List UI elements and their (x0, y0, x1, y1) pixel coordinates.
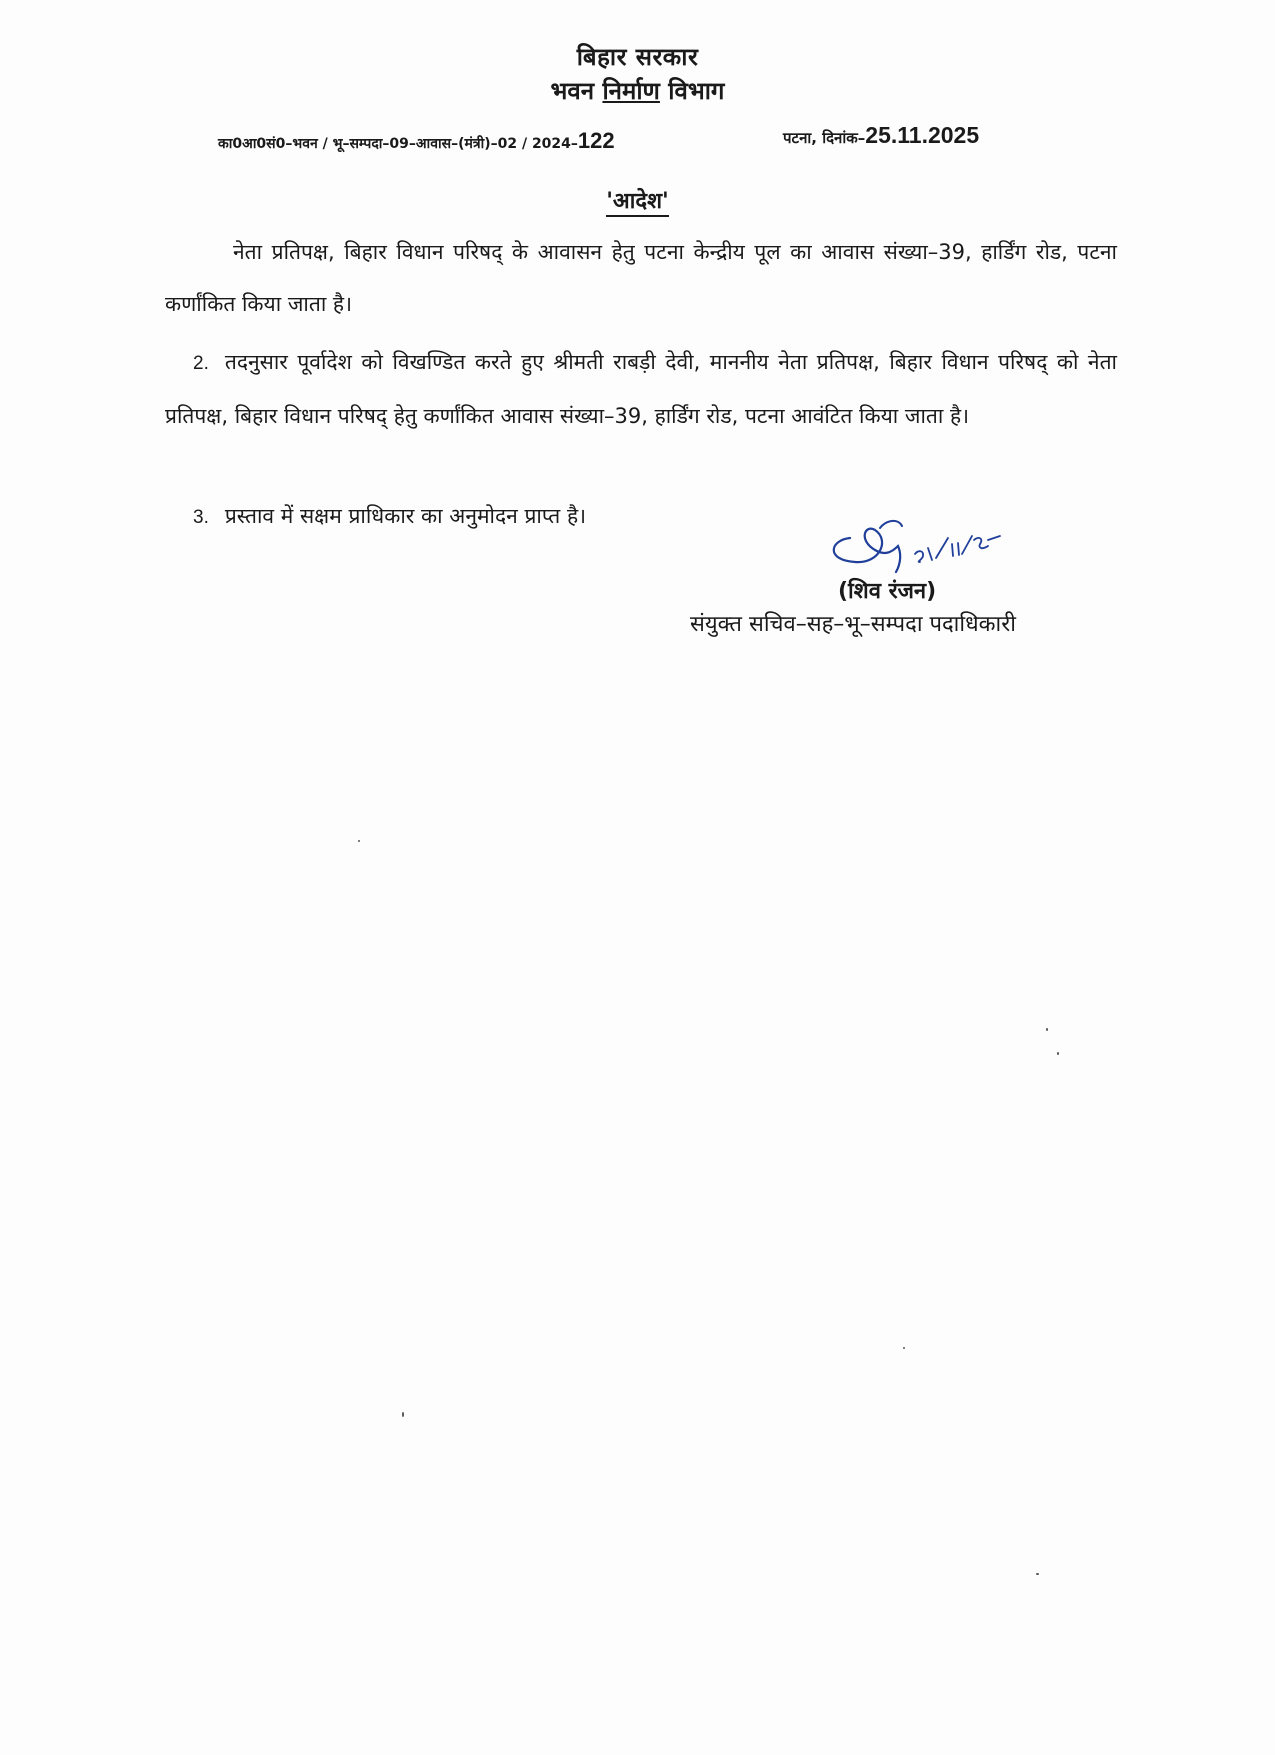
government-heading: बिहार सरकार (576, 43, 699, 71)
scan-speck (1046, 1028, 1048, 1031)
paragraph-3-text: प्रस्ताव में सक्षम प्राधिकार का अनुमोदन प्राप्त है। (224, 504, 587, 528)
paragraph-3-number: 3. (193, 507, 209, 528)
date-label: पटना, दिनांक– (783, 129, 866, 147)
date-value: 25.11.2025 (865, 122, 980, 148)
date-line (783, 122, 979, 149)
paragraph-2-text: तदनुसार पूर्वादेश को विखण्डित करते हुए श्रीमती राबड़ी देवी, माननीय नेता प्रतिपक्ष, बिहार विधान परिषद् को नेता प्रतिपक्ष, बिहार विधान परिषद् हेतु कर्णांकित आवास संख्या–39, हार्डिंग रोड, पटना आवंटित किया जाता है। (165, 350, 1117, 428)
reference-number (218, 128, 615, 154)
scan-speck (402, 1412, 404, 1417)
paragraph-1-text: नेता प्रतिपक्ष, बिहार विधान परिषद् के आवासन हेतु पटना केन्द्रीय पूल का आवास संख्या–39, हार्डिंग रोड, पटना कर्णांकित किया जाता है। (165, 240, 1117, 316)
department-prefix: भवन (550, 77, 603, 105)
scan-speck (903, 1347, 905, 1349)
department-underlined-word: निर्माण (602, 77, 660, 105)
reference-serial: 122 (577, 128, 615, 153)
reference-text: का0आ0सं0–भवन / भू–सम्पदा–09–आवास–(मंत्री)–02 / 2024– (218, 136, 578, 152)
department-heading (0, 74, 1275, 107)
paragraph-1 (165, 226, 1117, 330)
signer-name: (शिव रंजन) (838, 579, 937, 604)
paragraph-2 (165, 336, 1117, 442)
signer-designation: संयुक्त सचिव–सह–भू–सम्पदा पदाधिकारी (690, 612, 1016, 637)
paragraph-2-number: 2. (193, 353, 209, 374)
handwritten-signature (820, 510, 1010, 580)
scan-speck (1057, 1052, 1059, 1055)
order-title-text: 'आदेश' (606, 189, 669, 217)
scan-speck (1036, 1573, 1039, 1575)
department-suffix: विभाग (659, 77, 725, 105)
order-title (0, 185, 1275, 215)
scan-speck (358, 840, 360, 842)
